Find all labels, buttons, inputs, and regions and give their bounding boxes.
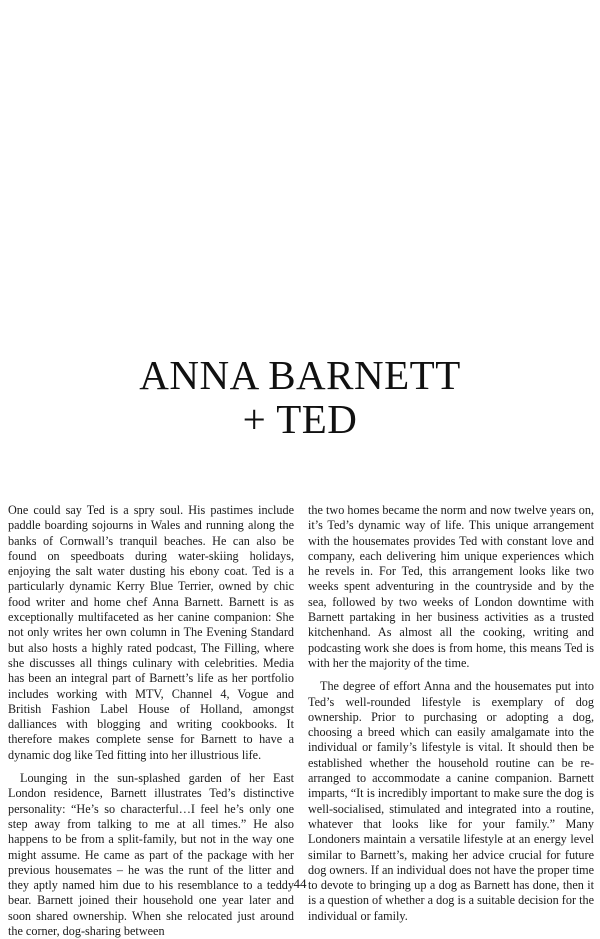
article-title <box>0 353 600 441</box>
text-column-right <box>308 503 594 924</box>
paragraph: the two homes became the norm and now twelve years on, it’s Ted’s dynamic way of life. This unique arrangement with the housemates provides Ted with constant love and company, each delivering him unique experiences which he revels in. For Ted, this arrangement looks like two weeks spent adventuring in the countryside and by the sea, followed by two weeks of London downtime with Barnett partaking in her business activities as a trusted kitchenhand. As almost all the cooking, writing and podcasting work she does is from home, this means Ted is with her the majority of the time. <box>308 503 594 670</box>
paragraph: The degree of effort Anna and the housemates put into Ted’s well-rounded lifestyle is exemplary of dog ownership. Prior to purchasing or adopting a dog, choosing a breed which can easily amalgamate into the individual or family’s lifestyle is vital. It should then be established whether the household routine can be re-arranged to accommodate a canine companion. Barnett imparts, “It is incredibly important to make sure the dog is well-socialised, stimulated and integrated into a routine, whatever that looks like for your family.” Many Londoners maintain a versatile lifestyle at an energy level similar to Barnett’s, making her advice crucial for future dog owners. If an individual does not have the proper time to devote to bringing up a dog as Barnett has done, then it is a question of whether a dog is a suitable decision for the individual or family. <box>308 679 594 923</box>
paragraph: One could say Ted is a spry soul. His pastimes include paddle boarding sojourns in Wales and running along the banks of Cornwall’s tranquil beaches. He can also be found on speedboats during water-skiing holidays, enjoying the salt water dusting his ebony coat. Ted is a particularly dynamic Kerry Blue Terrier, owned by chic food writer and home chef Anna Barnett. Barnett is as exceptionally multifaceted as her canine companion: She not only writes her own column in The Evening Standard but also hosts a highly rated podcast, The Filling, where she discusses all things culinary with celebrities. Media has been an integral part of Barnett’s life as her portfolio includes working with MTV, Channel 4, Vogue and British Fashion Label House of Holland, amongst dalliances with blogging and writing cookbooks. It therefore makes complete sense for Barnett to have a dynamic dog like Ted fitting into her illustrious life. <box>8 503 294 762</box>
text-column-left <box>8 503 294 939</box>
article-title-line-2: + TED <box>242 396 358 442</box>
paragraph: Lounging in the sun-splashed garden of her East London residence, Barnett illustrates Ted’s distinctive personality: “He’s so characterful…I feel he’s only one step away from talking to me at all times.” He also happens to be from a split-family, but not in the way one might assume. He came as part of the package with her previous housemates – he was the runt of the litter and they aptly named him due to his resemblance to a teddy bear. Barnett joined their household one year later and soon shared ownership. When she relocated just around the corner, dog-sharing between <box>8 771 294 939</box>
article-title-line-1: ANNA BARNETT <box>139 352 461 398</box>
page-number: 44 <box>293 876 307 891</box>
